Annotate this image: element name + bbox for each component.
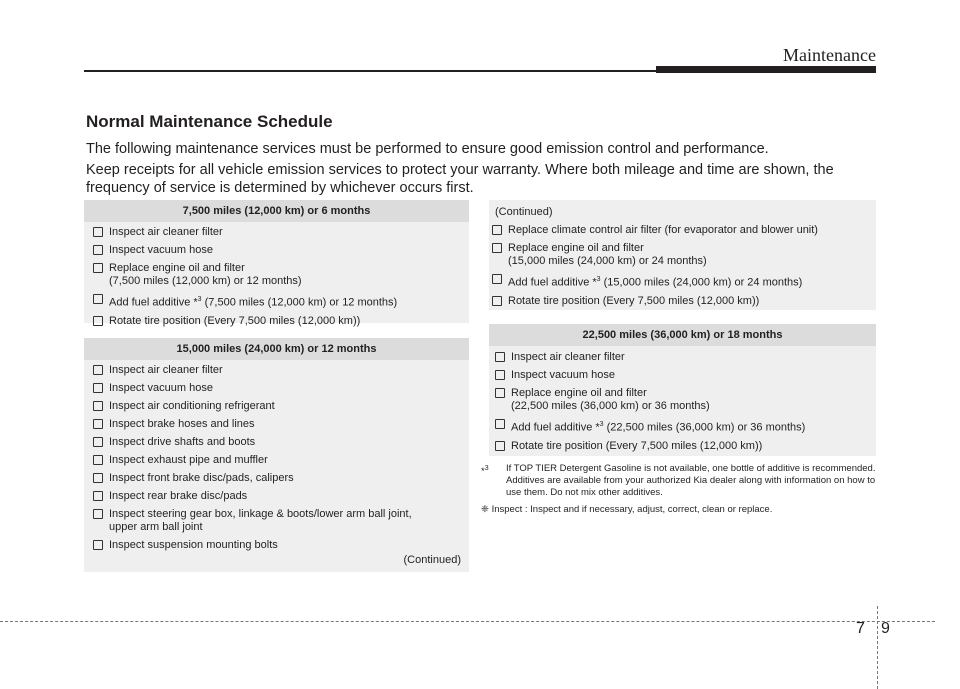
checklist-item: Inspect rear brake disc/pads [93,490,461,503]
checklist-item: Replace engine oil and filter (15,000 miles (24,000 km) or 24 months) [492,242,868,268]
checkbox-icon [495,388,505,398]
checklist-item: Inspect steering gear box, linkage & boots/lower arm ball joint, upper arm ball joint [93,508,461,534]
checkbox-icon [495,352,505,362]
schedule-heading: 22,500 miles (36,000 km) or 18 months [489,324,876,346]
checkbox-icon [495,370,505,380]
footer-dashed-rule [0,621,935,622]
checklist-item: Replace climate control air filter (for evaporator and blower unit) [492,224,868,237]
checklist-item: Inspect drive shafts and boots [93,436,461,449]
checklist-item: Inspect vacuum hose [93,382,461,395]
checkbox-icon [492,296,502,306]
checkbox-icon [93,437,103,447]
section-title: Normal Maintenance Schedule [86,112,333,131]
intro-paragraph-2: Keep receipts for all vehicle emission services to protect your warranty. Where both mileage and time are shown, the frequency of service is determined by whichever occurs first. [86,162,834,196]
schedule-box-continued [489,200,876,310]
checkbox-icon [93,419,103,429]
checklist-item: Inspect air cleaner filter [93,364,461,377]
page-chapter-number: 7 [856,620,865,637]
checklist-item: Inspect suspension mounting bolts [93,539,461,552]
checklist-item: Rotate tire position (Every 7,500 miles (12,000 km)) [93,315,461,328]
checkbox-icon [93,263,103,273]
checklist-item: Rotate tire position (Every 7,500 miles (12,000 km)) [492,295,868,308]
continued-label: (Continued) [495,206,553,218]
checklist-item: Inspect air conditioning refrigerant [93,400,461,413]
checkbox-icon [495,419,505,429]
checkbox-icon [93,473,103,483]
checkbox-icon [93,401,103,411]
checkbox-icon [93,540,103,550]
footer-dashed-divider [877,606,878,689]
checkbox-icon [93,383,103,393]
schedule-box-22500 [489,324,876,456]
checklist-item: Add fuel additive *$^3$ (7,500 miles (12,000 km) or 12 months) [93,293,461,310]
checklist-item: Rotate tire position (Every 7,500 miles (12,000 km)) [495,440,868,453]
checklist-item: Inspect air cleaner filter [93,226,461,239]
checklist-item: Add fuel additive *$^3$ (22,500 miles (36,000 km) or 36 months) [495,418,868,435]
footnote-inspect: ❈ Inspect : Inspect and if necessary, adjust, correct, clean or replace. [481,504,773,515]
checkbox-icon [93,227,103,237]
intro-paragraph-1: The following maintenance services must be performed to ensure good emission control and performance. [86,141,769,157]
schedule-heading: 7,500 miles (12,000 km) or 6 months [84,200,469,222]
schedule-box-7500 [84,200,469,327]
checkbox-icon [93,491,103,501]
checklist-item: Inspect front brake disc/pads, calipers [93,472,461,485]
checkbox-icon [93,294,103,304]
checklist-item: Inspect vacuum hose [93,244,461,257]
checklist-item: Replace engine oil and filter (7,500 miles (12,000 km) or 12 months) [93,262,461,288]
checkbox-icon [93,365,103,375]
header-rule [84,70,656,72]
checkbox-icon [93,455,103,465]
checkbox-icon [93,316,103,326]
checklist-item: Add fuel additive *$^3$ (15,000 miles (24,000 km) or 24 months) [492,273,868,290]
header-bar [656,66,876,73]
schedule-box-15000 [84,338,469,572]
page-number: 9 [881,620,890,637]
checklist-item: Inspect brake hoses and lines [93,418,461,431]
checklist-item: Inspect exhaust pipe and muffler [93,454,461,467]
footnote-additive: *$^3$ If TOP TIER Detergent Gasoline is not available, one bottle of additive is recommended. Additives are available from your authorized Kia dealer along with information on how to use them. Do not mix other additives. [481,463,876,498]
checkbox-icon [492,225,502,235]
checklist-item: Inspect vacuum hose [495,369,868,382]
running-header-title: Maintenance [783,45,876,65]
checkbox-icon [495,441,505,451]
checkbox-icon [93,245,103,255]
checkbox-icon [492,274,502,284]
checklist-item: Replace engine oil and filter (22,500 miles (36,000 km) or 36 months) [495,387,868,413]
continued-label: (Continued) [403,554,461,566]
checkbox-icon [93,509,103,519]
schedule-heading: 15,000 miles (24,000 km) or 12 months [84,338,469,360]
checkbox-icon [492,243,502,253]
checklist-item: Inspect air cleaner filter [495,351,868,364]
